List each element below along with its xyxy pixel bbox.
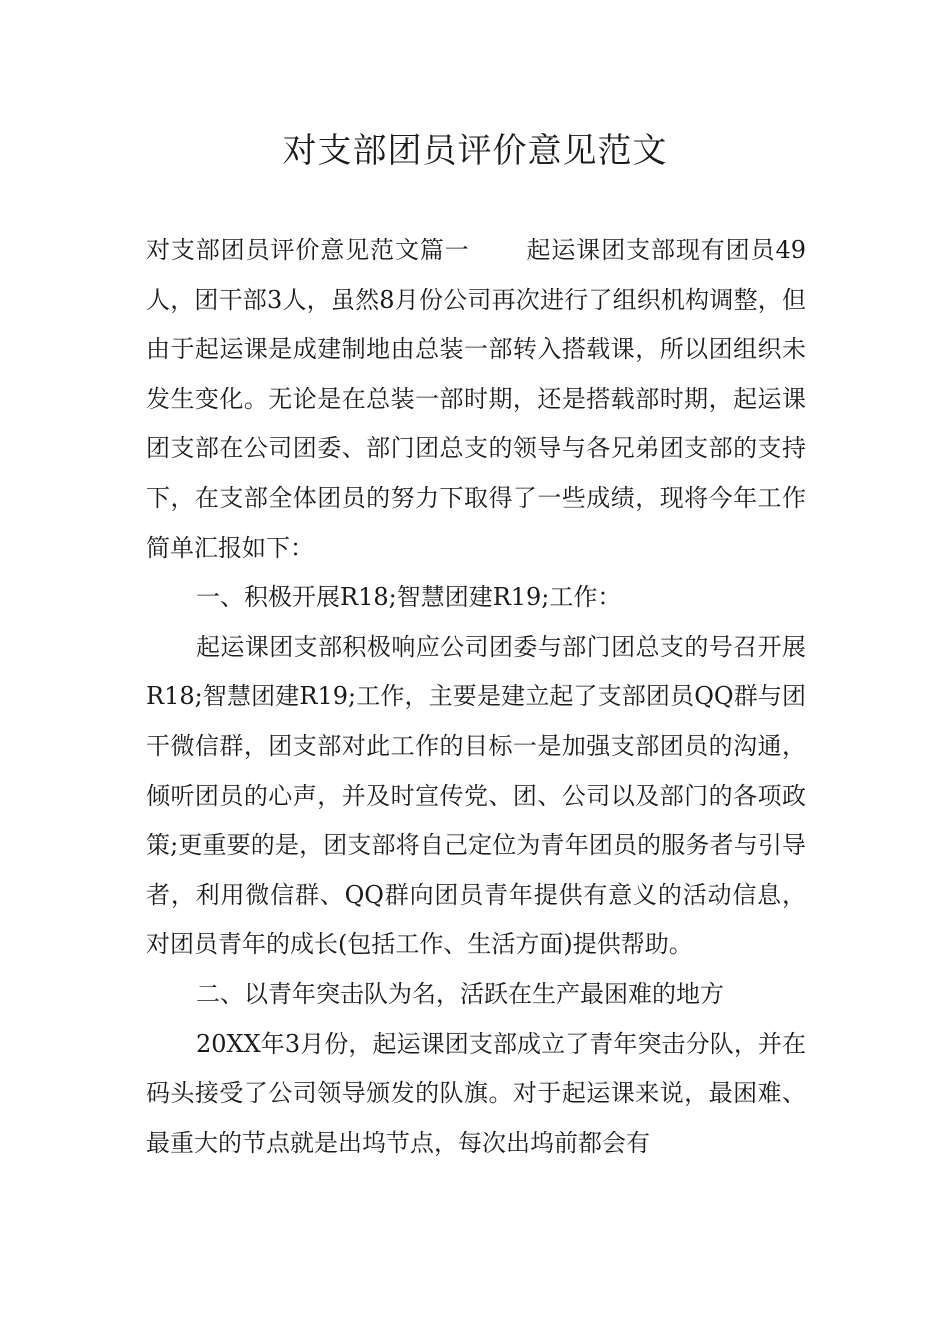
intro-paragraph (146, 226, 806, 573)
section1-paragraph: 起运课团支部积极响应公司团委与部门团总支的号召开展R18;智慧团建R19;工作，主要是建立起了支部团员QQ群与团干微信群，团支部对此工作的目标一是加强支部团员的沟通，倾听团员的心声，并及时宣传党、团、公司以及部门的各项政策;更重要的是，团支部将自己定位为青年团员的服务者与引导者，利用微信群、QQ群向团员青年提供有意义的活动信息，对团员青年的成长(包括工作、生活方面)提供帮助。 (146, 632, 806, 959)
section2-paragraph: 20XX年3月份，起运课团支部成立了青年突击分队，并在码头接受了公司领导颁发的队旗。对于起运课来说，最困难、最重大的节点就是出坞节点，每次出坞前都会有 (146, 1029, 806, 1157)
intro-heading: 对支部团员评价意见范文篇一 (146, 236, 470, 264)
section2-heading: 二、以青年突击队为名，活跃在生产最困难的地方 (196, 979, 724, 1008)
intro-text: 起运课团支部现有团员49人，团干部3人，虽然8月份公司再次进行了组织机构调整，但由于起运课是成建制地由总装一部转入搭载课，所以团组织未发生变化。无论是在总装一部时期，还是搭载部时期，起运课团支部在公司团委、部门团总支的领导与各兄弟团支部的支持下，在支部全体团员的努力下取得了一些成绩，现将今年工作简单汇报如下： (146, 236, 806, 562)
section1-heading: 一、积极开展R18;智慧团建R19;工作： (196, 583, 622, 612)
document-title: 对支部团员评价意见范文 (282, 131, 668, 171)
document-body (146, 226, 806, 1168)
